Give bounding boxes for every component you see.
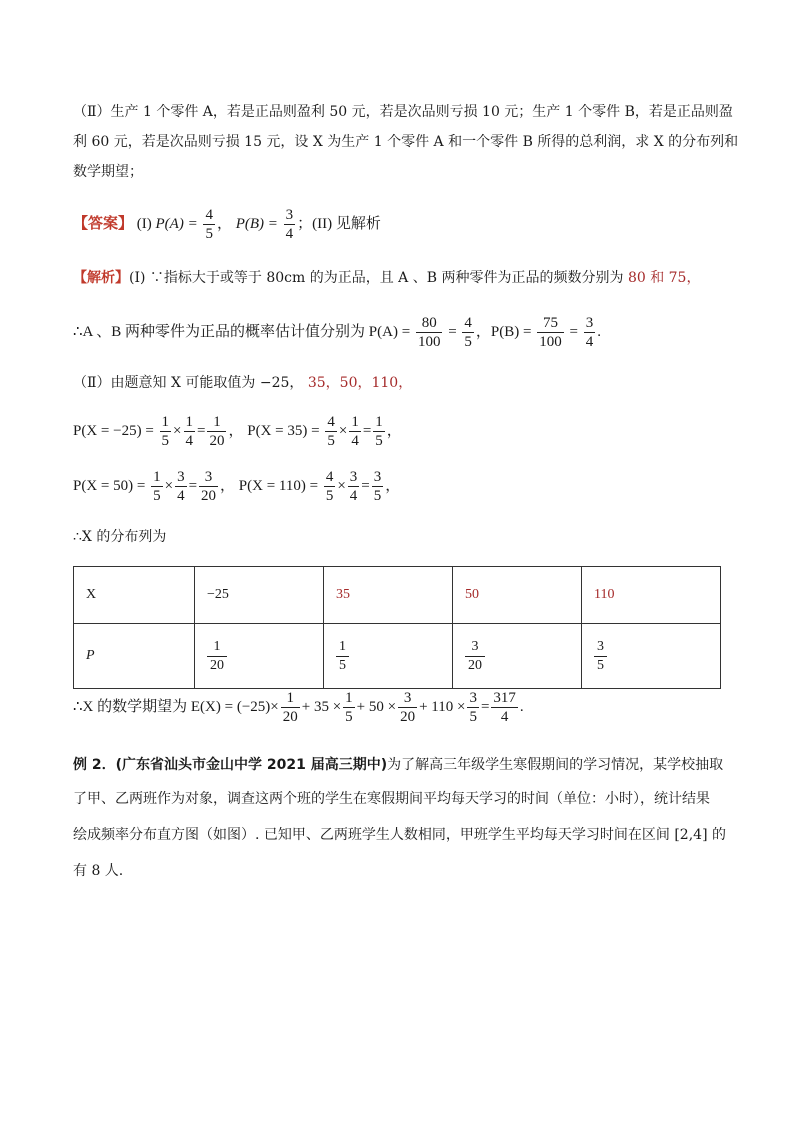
analysis-line3 xyxy=(73,373,412,393)
table-cell-x: 35 xyxy=(324,567,453,624)
answer-line xyxy=(73,203,381,244)
fraction-3-4: $\frac{3}{4}$ xyxy=(585,315,594,351)
fraction-80-100: $\frac{80}{100}$ xyxy=(417,315,441,351)
example2-label: 例 2．(广东省汕头市金山中学 2021 届高三期中) xyxy=(73,757,388,773)
prob-x-110-value: $\frac{3}{5}$ xyxy=(373,469,382,505)
expectation-line: ∴X 的数学期望为 E(X) = (−25)× $\frac{1}{20}$ + 35 × $\frac{1}{5}$ + 50 × $\frac{3}{20}$ + 110 × $\frac{3}{5}$ = $\frac{317}{4}$ . xyxy=(73,690,524,726)
answer-pa-lhs: P(A) = xyxy=(155,216,198,232)
prob-line1: P(X = −25) = $\frac{1}{5}$ × $\frac{1}{4}$ = $\frac{1}{20}$ ， P(X = 35) = $\frac{4}{5}$ × $\frac{1}{4}$ = $\frac{1}{5}$ ， xyxy=(73,414,402,450)
prob-line2: P(X = 50) = $\frac{1}{5}$ × $\frac{3}{4}$ = $\frac{3}{20}$ ， P(X = 110) = $\frac{4}{5}$ × $\frac{3}{4}$ = $\frac{3}{5}$ ， xyxy=(73,469,401,505)
problem-part2-line3: 数学期望； xyxy=(73,164,143,180)
prob-x-50-value: $\frac{3}{20}$ xyxy=(201,469,217,505)
example2-line1-text: 为了解高三年级学生寒假期间的学习情况，某学校抽取 xyxy=(387,757,724,773)
table-header-x: X xyxy=(74,567,195,624)
period: . xyxy=(519,699,524,715)
expectation-term2: + 35 × xyxy=(301,699,342,715)
table-cell-x: 110 xyxy=(582,567,721,624)
table-row-x xyxy=(74,567,721,624)
table-cell-p: $\frac{3}{5}$ xyxy=(582,624,721,689)
analysis-line2-pre: ∴A 、B 两种零件为正品的概率估计值分别为 P(A) = xyxy=(73,324,411,340)
analysis-line1 xyxy=(73,268,700,288)
expectation-term3: + 50 × xyxy=(356,699,397,715)
analysis-line2-mid: ，P(B) = xyxy=(475,324,532,340)
prob-x-35-value: $\frac{1}{5}$ xyxy=(375,414,383,450)
problem-part2-line2: 利 60 元，若是次品则亏损 15 元，设 X 为生产 1 个零件 A 和一个零件 B 所得的总利润，求 X 的分布列和 xyxy=(73,134,739,150)
prob-x-35-lhs: P(X = 35) = xyxy=(247,423,320,439)
answer-tag: 【答案】 xyxy=(73,214,134,232)
prob-x-neg25-value: $\frac{1}{20}$ xyxy=(209,414,225,450)
table-header-p: P xyxy=(74,624,195,689)
expectation-term4: + 110 × xyxy=(419,699,466,715)
distribution-table xyxy=(73,566,721,689)
answer-part2-text: ；(II) 见解析 xyxy=(297,216,381,232)
expectation-pre: ∴X 的数学期望为 E(X) = (−25)× xyxy=(73,699,279,715)
equals-sign: = xyxy=(448,324,457,340)
fraction-75-100: $\frac{75}{100}$ xyxy=(539,315,562,351)
answer-pb-lhs: P(B) = xyxy=(235,216,278,232)
analysis-line1-text: (Ⅰ) ∵指标大于或等于 80cm 的为正品，且 A 、B 两种零件为正品的频数分别为 xyxy=(129,270,624,286)
problem-part2-line1: （Ⅱ）生产 1 个零件 A，若是正品则盈利 50 元，若是次品则亏损 10 元；生产 1 个零件 B，若是正品则盈 xyxy=(73,104,733,120)
analysis-line1-values: 80 和 75， xyxy=(627,270,701,286)
example2-line4: 有 8 人. xyxy=(73,863,124,879)
equals-sign: = xyxy=(569,324,578,340)
prob-x-neg25-lhs: P(X = −25) = xyxy=(73,423,154,439)
analysis-line2 xyxy=(73,312,601,352)
analysis-line3-pre: （Ⅱ）由题意知 X 可能取值为 −25， xyxy=(73,375,304,391)
prob-x-50-lhs: P(X = 50) = xyxy=(73,478,146,494)
table-cell-p: $\frac{3}{20}$ xyxy=(453,624,582,689)
answer-sep: ， xyxy=(216,216,232,232)
table-cell-x: −25 xyxy=(195,567,324,624)
example2-line3: 绘成频率分布直方图（如图）. 已知甲、乙两班学生人数相同，甲班学生平均每天学习时间在区间 [2,4] 的 xyxy=(73,827,726,843)
answer-part1-label: (I) xyxy=(136,216,152,232)
table-row-p xyxy=(74,624,721,689)
analysis-tag: 【解析】 xyxy=(73,270,129,286)
analysis-line3-values: 35，50，110， xyxy=(307,375,413,391)
prob-x-110-lhs: P(X = 110) = xyxy=(238,478,319,494)
answer-pa-fraction: $\frac{4}{5}$ xyxy=(205,207,213,243)
distribution-intro: ∴X 的分布列为 xyxy=(73,529,167,545)
example2-line2: 了甲、乙两班作为对象，调查这两个班的学生在寒假期间平均每天学习的时间（单位：小时），统计结果 xyxy=(73,791,710,807)
example2-line1 xyxy=(73,755,723,775)
answer-pb-fraction: $\frac{3}{4}$ xyxy=(285,207,294,243)
fraction-4-5: $\frac{4}{5}$ xyxy=(464,315,472,351)
period: . xyxy=(597,324,601,340)
table-cell-p: $\frac{1}{5}$ xyxy=(324,624,453,689)
equals-sign: = xyxy=(480,699,490,715)
table-cell-x: 50 xyxy=(453,567,582,624)
expectation-result: $\frac{317}{4}$ xyxy=(493,690,516,726)
table-cell-p: $\frac{1}{20}$ xyxy=(195,624,324,689)
